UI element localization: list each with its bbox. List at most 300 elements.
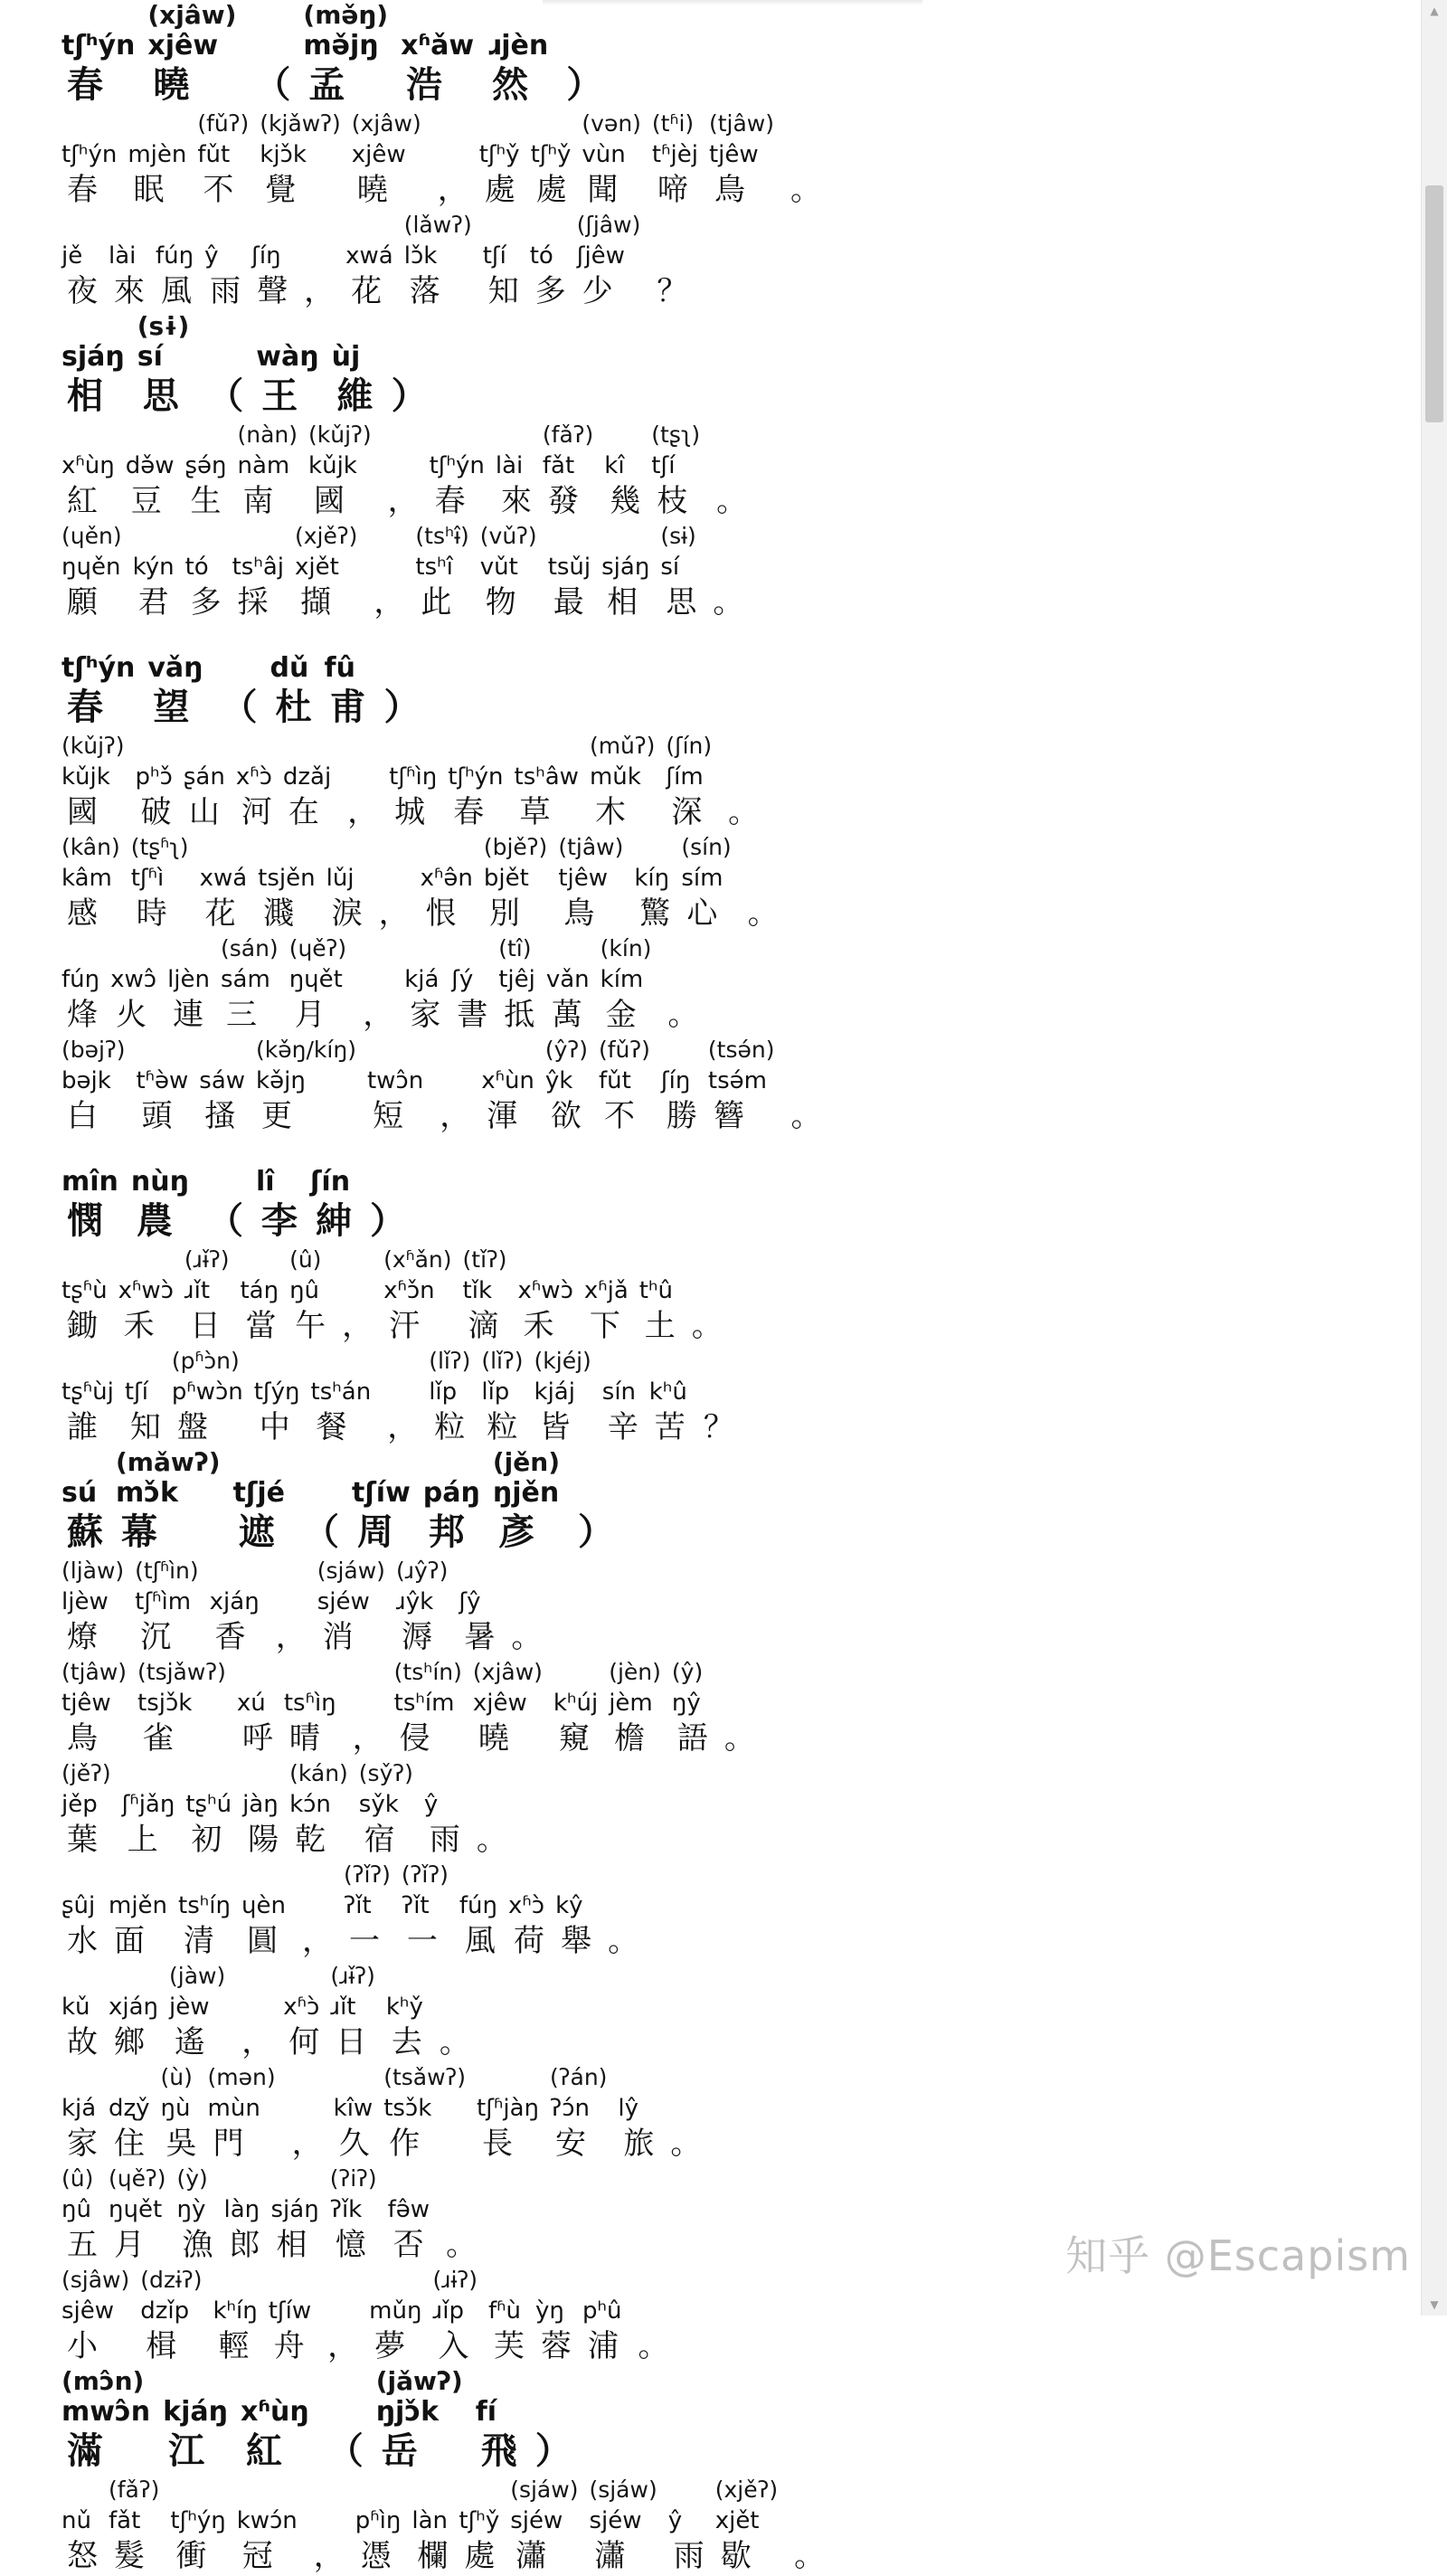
- glyph-column: [156, 210, 194, 311]
- glyph-column: [184, 420, 226, 521]
- hanzi-character: 書: [457, 997, 488, 1033]
- glyph-column: [652, 109, 698, 210]
- hanzi-character: ，: [440, 1098, 471, 1134]
- romanization: kŷ: [555, 1892, 583, 1919]
- glyph-column: [719, 1657, 755, 1758]
- hanzi-character: （: [207, 375, 244, 417]
- romanization: ʃʱjǎŋ: [121, 1791, 175, 1818]
- hanzi-character: 李: [260, 1200, 298, 1242]
- romanization: làn: [411, 2507, 449, 2534]
- hanzi-character: 曉: [356, 172, 388, 208]
- hanzi-character: 不: [603, 1098, 635, 1134]
- glyph-column: [480, 521, 537, 622]
- hanzi-character: 檐: [614, 1720, 646, 1757]
- romanization: sjéw: [589, 2507, 642, 2534]
- glyph-column: [383, 1245, 451, 1346]
- romanization: xʱə̂n: [420, 865, 473, 892]
- glyph-column: [686, 1245, 723, 1346]
- romanization: tʃí: [651, 452, 676, 479]
- glyph-column: [483, 210, 519, 311]
- hanzi-character: 來: [500, 483, 532, 519]
- alternate-reading: (lǎwʔ): [403, 212, 472, 238]
- hanzi-character: 鄉: [114, 2024, 145, 2060]
- romanization: fû: [324, 652, 355, 684]
- romanization: làŋ: [223, 2196, 260, 2223]
- glyph-column: [543, 420, 593, 521]
- romanization: lài: [109, 242, 137, 270]
- romanization: vǎŋ: [147, 652, 203, 684]
- glyph-column: [326, 832, 363, 933]
- alternate-reading: (ù): [160, 2064, 193, 2090]
- romanization: sí: [137, 341, 163, 373]
- glyph-column: [602, 1346, 638, 1447]
- romanization: xjáŋ: [109, 1994, 159, 2021]
- alternate-reading: (kín): [600, 935, 652, 961]
- scrollbar-thumb[interactable]: [1425, 185, 1443, 422]
- glyph-column: [572, 1447, 614, 1556]
- romanization: xʱɔ̀: [235, 763, 272, 791]
- hanzi-character: 水: [67, 1923, 98, 1959]
- hanzi-character: 消: [322, 1619, 354, 1655]
- verse-line: [61, 1035, 1364, 1136]
- romanization: ɹǐt: [330, 1994, 356, 2021]
- romanization: tʃí: [482, 242, 506, 270]
- hanzi-character: 。: [476, 1822, 507, 1858]
- romanization: vǎn: [545, 966, 590, 993]
- glyph-column: [289, 1758, 348, 1860]
- glyph-column: [221, 933, 279, 1035]
- glyph-column: [135, 1556, 198, 1657]
- glyph-column: [128, 109, 186, 210]
- romanization: ŋû: [61, 2196, 91, 2223]
- hanzi-character: 何: [288, 2024, 320, 2060]
- romanization: ljèw: [61, 1588, 109, 1615]
- hanzi-character: 蓉: [541, 2328, 572, 2364]
- hanzi-character: 鳥: [714, 172, 745, 208]
- glyph-column: [254, 1346, 300, 1447]
- vertical-scrollbar[interactable]: [1421, 0, 1447, 2316]
- hanzi-character: 春: [67, 64, 103, 106]
- hanzi-character: 杜: [275, 687, 312, 728]
- alternate-reading: (jǎwʔ): [375, 2366, 463, 2396]
- glyph-column: [61, 1245, 108, 1346]
- romanization: kʰy̌: [385, 1994, 423, 2021]
- glyph-column: [708, 1035, 775, 1136]
- glyph-column: [118, 1245, 174, 1346]
- hanzi-character: 誰: [67, 1409, 98, 1445]
- alternate-reading: (ɹŷʔ): [395, 1558, 449, 1584]
- alternate-reading: (sy̌ʔ): [358, 1760, 413, 1786]
- hanzi-character: 辛: [607, 1409, 638, 1445]
- hanzi-character: 憑: [360, 2538, 392, 2574]
- glyph-column: [577, 210, 641, 311]
- glyph-column: [208, 2062, 276, 2164]
- romanization: kî: [604, 452, 625, 479]
- hanzi-character: ）: [391, 375, 428, 417]
- hanzi-character: 紅: [67, 483, 98, 519]
- verse-line: [61, 933, 1364, 1035]
- glyph-column: [197, 109, 249, 210]
- romanization: tsʰím: [393, 1690, 455, 1717]
- romanization: ʂán: [183, 763, 225, 791]
- hanzi-character: 髮: [114, 2538, 145, 2574]
- alternate-reading: (fǔʔ): [598, 1037, 650, 1063]
- romanization: fúŋ: [156, 242, 194, 270]
- glyph-column: [137, 1657, 226, 1758]
- poem-title: [61, 2366, 1364, 2475]
- glyph-column: [237, 1657, 273, 1758]
- alternate-reading: (fǔʔ): [197, 110, 250, 137]
- glyph-column: [421, 832, 473, 933]
- hanzi-character: 浩: [406, 64, 443, 106]
- glyph-column: [342, 731, 378, 832]
- hanzi-character: 怒: [67, 2538, 98, 2574]
- romanization: jěp: [61, 1791, 98, 1818]
- romanization: ŋjěn: [492, 1477, 560, 1509]
- alternate-reading: (vən): [582, 110, 641, 137]
- poem-document: [61, 0, 1364, 2576]
- glyph-column: [649, 1346, 687, 1447]
- hanzi-character: 擷: [300, 584, 331, 620]
- hanzi-character: 雨: [429, 1822, 460, 1858]
- alternate-reading: (jàw): [169, 1963, 226, 1989]
- glyph-column: [601, 933, 652, 1035]
- romanization: ɹǐp: [432, 2297, 464, 2325]
- alternate-reading: (xʱǎn): [383, 1246, 452, 1273]
- romanization: mɔ̌k: [116, 1477, 178, 1509]
- hanzi-character: 頭: [141, 1098, 173, 1134]
- glyph-column: [310, 1136, 352, 1245]
- hanzi-character: 來: [114, 273, 145, 309]
- poem-title: [61, 1136, 1364, 1245]
- romanization: ŋjɔ̌k: [375, 2396, 440, 2428]
- hanzi-character: （: [206, 1200, 243, 1242]
- hanzi-character: 渾: [487, 1098, 518, 1134]
- hanzi-character: 餐: [316, 1409, 347, 1445]
- glyph-column: [260, 109, 340, 210]
- romanization: twɔ̂n: [366, 1067, 424, 1094]
- hanzi-character: 落: [409, 273, 440, 309]
- hanzi-character: 萬: [551, 997, 582, 1033]
- glyph-column: [476, 2366, 517, 2475]
- alternate-reading: (sjáw): [317, 1558, 385, 1584]
- romanization: dǔ: [270, 652, 309, 684]
- hanzi-character: 作: [389, 2126, 421, 2162]
- glyph-column: [555, 1860, 591, 1961]
- alternate-reading: (ỳ): [176, 2165, 208, 2192]
- romanization: jèm: [609, 1690, 653, 1717]
- romanization: tʃýŋ: [253, 1378, 300, 1406]
- romanization: ỳŋ: [535, 2297, 564, 2325]
- alternate-reading: (ʔǐʔ): [343, 1861, 391, 1888]
- glyph-column: [355, 2475, 402, 2576]
- hanzi-character: 小: [67, 2328, 98, 2364]
- romanization: tʃʱì: [130, 865, 165, 892]
- romanization: tʃʰýn: [61, 30, 136, 62]
- hanzi-character: ？: [703, 1409, 734, 1445]
- hanzi-character: 知: [487, 273, 519, 309]
- glyph-column: [61, 0, 135, 109]
- glyph-column: [386, 1961, 423, 2062]
- hanzi-character: 日: [189, 1308, 221, 1344]
- alternate-reading: (sín): [681, 834, 732, 860]
- glyph-column: [61, 2366, 150, 2475]
- glyph-column: [388, 2164, 430, 2265]
- alternate-reading: (ljàw): [61, 1558, 125, 1584]
- hanzi-character: ，: [275, 1619, 307, 1655]
- glyph-column: [270, 1556, 307, 1657]
- romanization: tʃʰy̌: [530, 141, 572, 168]
- hanzi-character: 甫: [329, 687, 366, 728]
- hanzi-character: 思: [666, 584, 697, 620]
- hanzi-character: 聲: [257, 273, 288, 309]
- romanization: dzǎj: [282, 763, 332, 791]
- alternate-reading: (mən): [207, 2064, 276, 2090]
- romanization: xʱɔ̀: [283, 1994, 320, 2021]
- alternate-reading: (tsǎwʔ): [383, 2064, 467, 2090]
- hanzi-character: ，: [387, 1409, 419, 1445]
- hanzi-character: 物: [485, 584, 516, 620]
- glyph-column: [172, 1346, 243, 1447]
- alternate-reading: (kán): [289, 1760, 348, 1786]
- hanzi-character: 香: [214, 1619, 246, 1655]
- glyph-column: [429, 1346, 470, 1447]
- romanization: tjêw: [558, 865, 608, 892]
- glyph-column: [147, 622, 203, 731]
- hanzi-character: 曉: [153, 64, 190, 106]
- hanzi-character: 枝: [657, 483, 688, 519]
- romanization: tjêj: [498, 966, 535, 993]
- alternate-reading: (ɹɨ̌ʔ): [330, 1963, 375, 1989]
- glyph-column: [140, 2265, 202, 2366]
- hanzi-character: 雨: [673, 2538, 705, 2574]
- romanization: tsǔj: [547, 554, 591, 581]
- hanzi-character: 舉: [561, 1923, 592, 1959]
- hanzi-character: 燎: [67, 1619, 98, 1655]
- glyph-column: [109, 2164, 166, 2265]
- romanization: tjêw: [61, 1690, 111, 1717]
- romanization: ŋɥěn: [61, 554, 121, 581]
- hanzi-character: 否: [392, 2227, 424, 2263]
- glyph-column: [383, 420, 419, 521]
- poem-title: [61, 1447, 1364, 1556]
- hanzi-character: 呼: [241, 1720, 273, 1757]
- alternate-reading: (mɔ̂n): [61, 2366, 145, 2396]
- glyph-column: [484, 832, 547, 933]
- verse-line: [61, 210, 1364, 311]
- romanization: xwɔ̂: [110, 966, 157, 993]
- glyph-column: [364, 1136, 406, 1245]
- hanzi-character: 門: [213, 2126, 244, 2162]
- glyph-column: [61, 109, 117, 210]
- hanzi-character: 國: [67, 794, 98, 830]
- glyph-column: [236, 1961, 272, 2062]
- hanzi-character: 相: [67, 375, 103, 417]
- romanization: tʱə̀w: [136, 1067, 189, 1094]
- hanzi-character: 。: [638, 2328, 669, 2364]
- hanzi-character: 。: [713, 584, 744, 620]
- glyph-column: [177, 2164, 213, 2265]
- hanzi-character: 暑: [464, 1619, 496, 1655]
- romanization: kǔjk: [308, 452, 357, 479]
- romanization: ʃím: [666, 763, 704, 791]
- verse-line: [61, 1245, 1364, 1346]
- romanization: xjêw: [472, 1690, 527, 1717]
- hanzi-character: ，: [363, 997, 394, 1033]
- glyph-column: [459, 2475, 499, 2576]
- scroll-up-arrow-icon[interactable]: ▲: [1430, 5, 1439, 17]
- glyph-column: [199, 1035, 245, 1136]
- romanization: tʃʰýn: [448, 763, 504, 791]
- glyph-column: [515, 731, 579, 832]
- glyph-column: [660, 521, 696, 622]
- hanzi-character: 侵: [399, 1720, 430, 1757]
- glyph-column: [459, 1556, 495, 1657]
- glyph-column: [487, 0, 548, 109]
- romanization: xʱjǎ: [583, 1277, 629, 1304]
- romanization: ŋɥět: [288, 966, 343, 993]
- glyph-column: [332, 311, 374, 420]
- hanzi-character: 住: [114, 2126, 145, 2162]
- romanization: kɔ́n: [289, 1791, 331, 1818]
- glyph-column: [317, 1556, 385, 1657]
- romanization: ŋù: [160, 2095, 191, 2122]
- glyph-column: [582, 2265, 622, 2366]
- verse-line: [61, 1346, 1364, 1447]
- glyph-column: [430, 420, 485, 521]
- alternate-reading: (ʔǐʔ): [401, 1861, 449, 1888]
- hanzi-character: 下: [589, 1308, 620, 1344]
- hanzi-character: 王: [261, 375, 298, 417]
- hanzi-character: 恨: [425, 895, 457, 932]
- alternate-reading: (lǐʔ): [429, 1348, 471, 1374]
- hanzi-character: ）: [566, 64, 603, 106]
- glyph-column: [404, 933, 440, 1035]
- glyph-column: [535, 2265, 572, 2366]
- alternate-reading: (ɹɨʔ): [432, 2267, 478, 2293]
- romanization: fʱù: [488, 2297, 522, 2325]
- romanization: sám: [220, 966, 270, 993]
- hanzi-character: 紅: [245, 2430, 282, 2472]
- romanization: tsʰâw: [514, 763, 579, 791]
- glyph-column: [432, 2265, 478, 2366]
- romanization: sjáŋ: [601, 554, 650, 581]
- glyph-column: [785, 1035, 821, 1136]
- romanization: ŷk: [544, 1067, 573, 1094]
- glyph-column: [481, 1035, 534, 1136]
- hanzi-character: 滿: [67, 2430, 103, 2472]
- glyph-column: [440, 2164, 477, 2265]
- glyph-column: [545, 1035, 588, 1136]
- hanzi-character: 瀟: [515, 2538, 547, 2574]
- glyph-column: [210, 1556, 260, 1657]
- hanzi-character: 啼: [657, 172, 688, 208]
- hanzi-character: 。: [670, 2126, 702, 2162]
- romanization: ʂûj: [61, 1892, 96, 1919]
- glyph-column: [396, 1556, 448, 1657]
- poem-title: [61, 311, 1364, 420]
- hanzi-character: 舟: [273, 2328, 305, 2364]
- glyph-column: [402, 1860, 449, 1961]
- glyph-column: [352, 1447, 411, 1556]
- hanzi-character: 三: [225, 997, 257, 1033]
- romanization: tʃʰy̌: [459, 2507, 500, 2534]
- glyph-column: [496, 420, 532, 521]
- hanzi-character: 維: [336, 375, 374, 417]
- glyph-column: [240, 1245, 279, 1346]
- glyph-column: [530, 2366, 572, 2475]
- romanization: pʰɔ̌: [135, 763, 173, 791]
- hanzi-character: 窺: [558, 1720, 590, 1757]
- glyph-column: [723, 731, 759, 832]
- romanization: bǝjk: [61, 1067, 111, 1094]
- alternate-reading: (tsʰín): [393, 1659, 462, 1685]
- hanzi-character: 河: [241, 794, 272, 830]
- hanzi-character: 彥: [497, 1511, 534, 1553]
- alternate-reading: (ŷ): [671, 1659, 704, 1685]
- hanzi-character: 豆: [130, 483, 162, 519]
- glyph-column: [311, 1346, 372, 1447]
- romanization: fǎt: [542, 452, 575, 479]
- hanzi-character: 月: [114, 2227, 145, 2263]
- hanzi-character: ）: [369, 1200, 406, 1242]
- alternate-reading: (sɨ): [660, 523, 696, 549]
- romanization: tʂʱù: [61, 1277, 108, 1304]
- romanization: sáw: [199, 1067, 246, 1094]
- romanization: tʃjé: [232, 1477, 285, 1509]
- hanzi-character: 草: [519, 794, 551, 830]
- hanzi-character: 葉: [67, 1822, 98, 1858]
- glyph-column: [434, 1035, 470, 1136]
- glyph-column: [479, 109, 520, 210]
- hanzi-character: 雨: [210, 273, 241, 309]
- alternate-reading: (ʃín): [666, 733, 713, 759]
- romanization: tsʰâj: [232, 554, 284, 581]
- glyph-column: [589, 2475, 657, 2576]
- hanzi-character: 相: [276, 2227, 307, 2263]
- glyph-column: [109, 2062, 150, 2164]
- hanzi-character: 。: [439, 2024, 470, 2060]
- hanzi-character: 曉: [478, 1720, 509, 1757]
- hanzi-character: 鳥: [67, 1720, 98, 1757]
- hanzi-character: ）: [534, 2430, 572, 2472]
- verse-line: [61, 2062, 1364, 2164]
- glyph-column: [546, 933, 590, 1035]
- romanization: jě: [61, 242, 83, 270]
- romanization: kâm: [61, 865, 112, 892]
- glyph-column: [109, 1860, 167, 1961]
- alternate-reading: (lǐʔ): [481, 1348, 524, 1374]
- hanzi-character: 木: [594, 794, 626, 830]
- hanzi-character: 少: [582, 273, 613, 309]
- glyph-column: [298, 1447, 339, 1556]
- glyph-column: [170, 2475, 225, 2576]
- glyph-column: [322, 2366, 364, 2475]
- glyph-column: [459, 1860, 497, 1961]
- hanzi-character: 飛: [480, 2430, 517, 2472]
- glyph-column: [269, 2265, 311, 2366]
- glyph-column: [707, 521, 743, 622]
- romanization: tʃʱìŋ: [389, 763, 438, 791]
- scroll-down-arrow-icon[interactable]: ▼: [1430, 2298, 1439, 2311]
- romanization: xʱùn: [481, 1067, 534, 1094]
- hanzi-character: 夜: [67, 273, 98, 309]
- hanzi-character: （: [326, 2430, 364, 2472]
- romanization: lǐp: [429, 1378, 458, 1406]
- hanzi-character: 乾: [295, 1822, 326, 1858]
- hanzi-character: 歇: [720, 2538, 752, 2574]
- hanzi-character: 幕: [121, 1511, 157, 1553]
